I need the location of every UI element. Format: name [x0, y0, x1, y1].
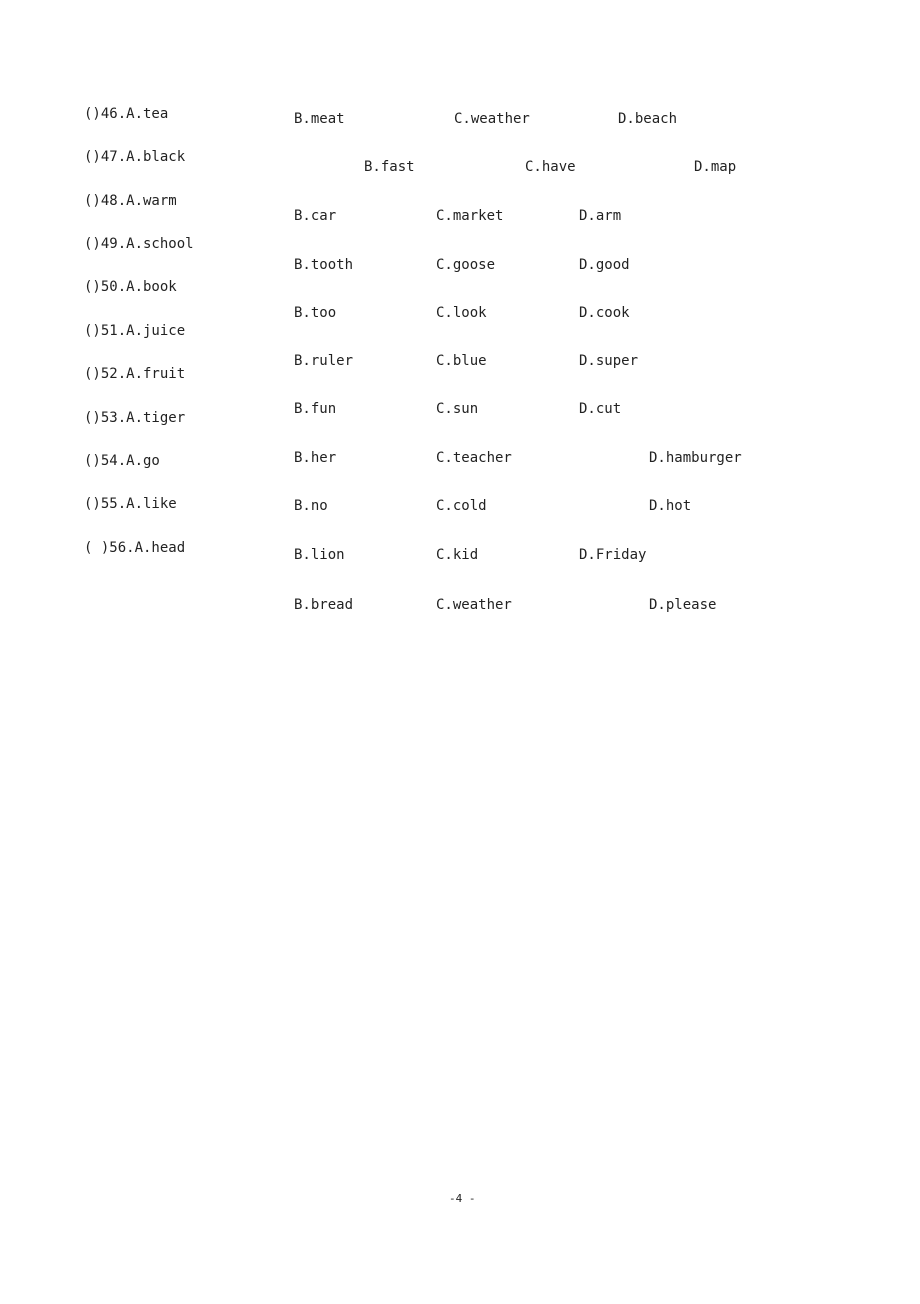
question-47-option-b: B.fast: [364, 159, 415, 175]
page-number: -4 -: [449, 1192, 476, 1205]
question-47-option-c: C.have: [525, 159, 576, 175]
question-54-option-b: B.no: [294, 498, 328, 514]
question-56-option-d: D.please: [649, 597, 717, 613]
question-49-option-b: B.tooth: [294, 257, 354, 273]
question-51-option-c: C.blue: [436, 353, 487, 369]
question-52-option-b: B.fun: [294, 401, 337, 417]
question-47-stem: ()47.A.black: [84, 149, 186, 165]
question-52-option-d: D.cut: [579, 401, 622, 417]
question-50-option-d: D.cook: [579, 305, 630, 321]
question-48-option-c: C.market: [436, 208, 504, 224]
question-54-option-c: C.cold: [436, 498, 487, 514]
question-49-stem: ()49.A.school: [84, 236, 194, 252]
question-55-option-c: C.kid: [436, 547, 479, 563]
question-56-stem: ( )56.A.head: [84, 540, 186, 556]
question-46-option-c: C.weather: [454, 111, 530, 127]
question-47-option-d: D.map: [694, 159, 737, 175]
question-50-stem: ()50.A.book: [84, 279, 177, 295]
question-48-stem: ()48.A.warm: [84, 193, 177, 209]
question-51-stem: ()51.A.juice: [84, 323, 186, 339]
question-50-option-c: C.look: [436, 305, 487, 321]
question-53-option-c: C.teacher: [436, 450, 512, 466]
question-48-option-b: B.car: [294, 208, 337, 224]
question-54-option-d: D.hot: [649, 498, 692, 514]
question-49-option-d: D.good: [579, 257, 630, 273]
question-51-option-d: D.super: [579, 353, 639, 369]
question-55-option-b: B.lion: [294, 547, 345, 563]
question-53-option-b: B.her: [294, 450, 337, 466]
question-55-stem: ()55.A.like: [84, 496, 177, 512]
question-48-option-d: D.arm: [579, 208, 622, 224]
question-51-option-b: B.ruler: [294, 353, 354, 369]
question-50-option-b: B.too: [294, 305, 337, 321]
question-53-option-d: D.hamburger: [649, 450, 742, 466]
question-46-option-d: D.beach: [618, 111, 678, 127]
question-52-stem: ()52.A.fruit: [84, 366, 186, 382]
question-52-option-c: C.sun: [436, 401, 479, 417]
question-49-option-c: C.goose: [436, 257, 496, 273]
question-46-option-b: B.meat: [294, 111, 345, 127]
question-55-option-d: D.Friday: [579, 547, 647, 563]
question-56-option-c: C.weather: [436, 597, 512, 613]
question-46-stem: ()46.A.tea: [84, 106, 169, 122]
question-56-option-b: B.bread: [294, 597, 354, 613]
question-53-stem: ()53.A.tiger: [84, 410, 186, 426]
question-54-stem: ()54.A.go: [84, 453, 160, 469]
